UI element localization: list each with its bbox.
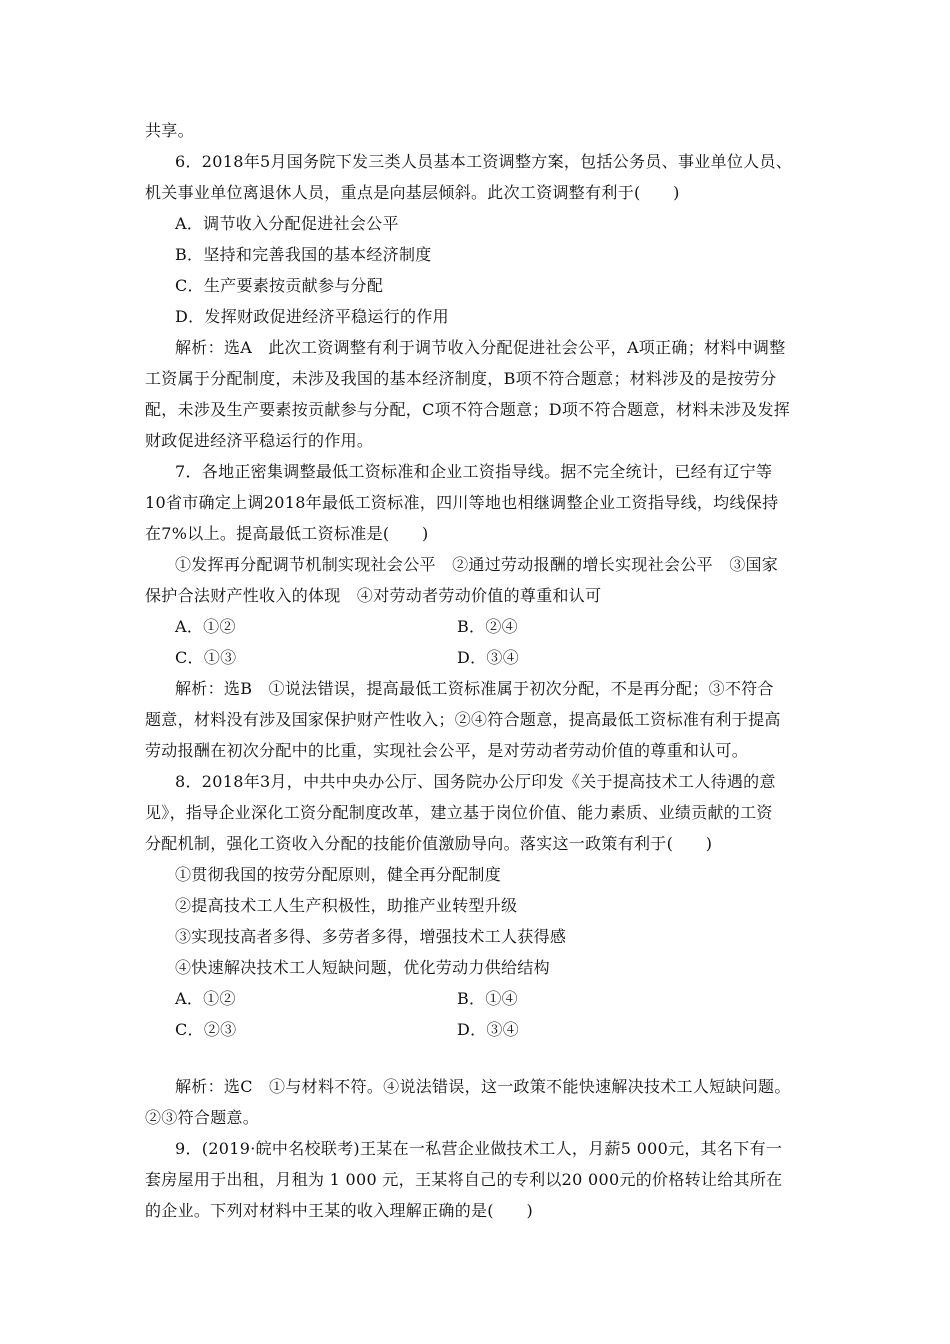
q6-analysis-line: 工资属于分配制度，未涉及我国的基本经济制度，B项不符合题意；材料涉及的是按劳分 <box>145 369 777 388</box>
continuation-text: 共享。 <box>145 121 194 140</box>
q8-option-c: C．②③ <box>175 1020 237 1039</box>
q8-option-b: B．①④ <box>457 989 518 1008</box>
q8-stem-line: 分配机制，强化工资收入分配的技能价值激励导向。落实这一政策有利于( ) <box>145 834 713 853</box>
q7-option-c: C．①③ <box>175 648 237 667</box>
q6-analysis-line: 配，未涉及生产要素按贡献参与分配，C项不符合题意；D项不符合题意，材料未涉及发挥 <box>145 400 791 419</box>
q7-analysis-line: 解析：选B ①说法错误，提高最低工资标准属于初次分配，不是再分配；③不符合 <box>175 679 774 698</box>
q7-option-b: B．②④ <box>457 617 518 636</box>
q8-option-a: A．①② <box>175 989 236 1008</box>
q6-stem-line: 机关事业单位离退休人员，重点是向基层倾斜。此次工资调整有利于( ) <box>145 183 680 202</box>
q8-statement-2: ②提高技术工人生产积极性，助推产业转型升级 <box>175 896 518 915</box>
q8-statement-3: ③实现技高者多得、多劳者多得，增强技术工人获得感 <box>175 927 567 946</box>
q9-stem-line: 套房屋用于出租，月租为 1 000 元，王某将自己的专利以20 000元的价格转让给其所在 <box>145 1170 783 1189</box>
q7-stem-line: 在7%以上。提高最低工资标准是( ) <box>145 524 429 543</box>
q7-stem-line: 10省市确定上调2018年最低工资标准，四川等地也相继调整企业工资指导线，均线保持 <box>145 493 779 512</box>
q6-option-c: C．生产要素按贡献参与分配 <box>175 276 384 295</box>
q8-stem-line: 见》，指导企业深化工资分配制度改革，建立基于岗位价值、能力素质、业绩贡献的工资 <box>145 803 773 822</box>
q9-stem-line: 9．(2019·皖中名校联考)王某在一私营企业做技术工人，月薪5 000元，其名下有一 <box>175 1139 783 1158</box>
q8-statement-1: ①贯彻我国的按劳分配原则，健全再分配制度 <box>175 865 502 884</box>
q8-analysis-line: ②③符合题意。 <box>145 1108 260 1127</box>
q8-statement-4: ④快速解决技术工人短缺问题，优化劳动力供给结构 <box>175 958 550 977</box>
q7-option-a: A．①② <box>175 617 236 636</box>
q9-stem-line: 的企业。下列对材料中王某的收入理解正确的是( ) <box>145 1201 533 1220</box>
q7-analysis-line: 劳动报酬在初次分配中的比重，实现社会公平，是对劳动者劳动价值的尊重和认可。 <box>145 741 749 760</box>
q6-option-a: A．调节收入分配促进社会公平 <box>175 214 399 233</box>
q6-analysis-line: 解析：选A 此次工资调整有利于调节收入分配促进社会公平，A项正确；材料中调整 <box>175 338 786 357</box>
q6-option-d: D．发挥财政促进经济平稳运行的作用 <box>175 307 449 326</box>
q8-analysis-line: 解析：选C ①与材料不符。④说法错误，这一政策不能快速解决技术工人短缺问题。 <box>175 1077 791 1096</box>
q7-analysis-line: 题意，材料没有涉及国家保护财产性收入；②④符合题意，提高最低工资标准有利于提高 <box>145 710 781 729</box>
q7-statement-line: 保护合法财产性收入的体现 ④对劳动者劳动价值的尊重和认可 <box>145 586 602 605</box>
q8-option-d: D．③④ <box>457 1020 520 1039</box>
q7-statement-line: ①发挥再分配调节机制实现社会公平 ②通过劳动报酬的增长实现社会公平 ③国家 <box>175 555 779 574</box>
q7-option-d: D．③④ <box>457 648 520 667</box>
q6-analysis-line: 财政促进经济平稳运行的作用。 <box>145 431 374 450</box>
q6-option-b: B．坚持和完善我国的基本经济制度 <box>175 245 432 264</box>
q7-stem-line: 7．各地正密集调整最低工资标准和企业工资指导线。据不完全统计，已经有辽宁等 <box>175 462 773 481</box>
q8-stem-line: 8．2018年3月，中共中央办公厅、国务院办公厅印发《关于提高技术工人待遇的意 <box>175 772 776 791</box>
q6-stem-line: 6．2018年5月国务院下发三类人员基本工资调整方案，包括公务员、事业单位人员、 <box>175 152 793 171</box>
